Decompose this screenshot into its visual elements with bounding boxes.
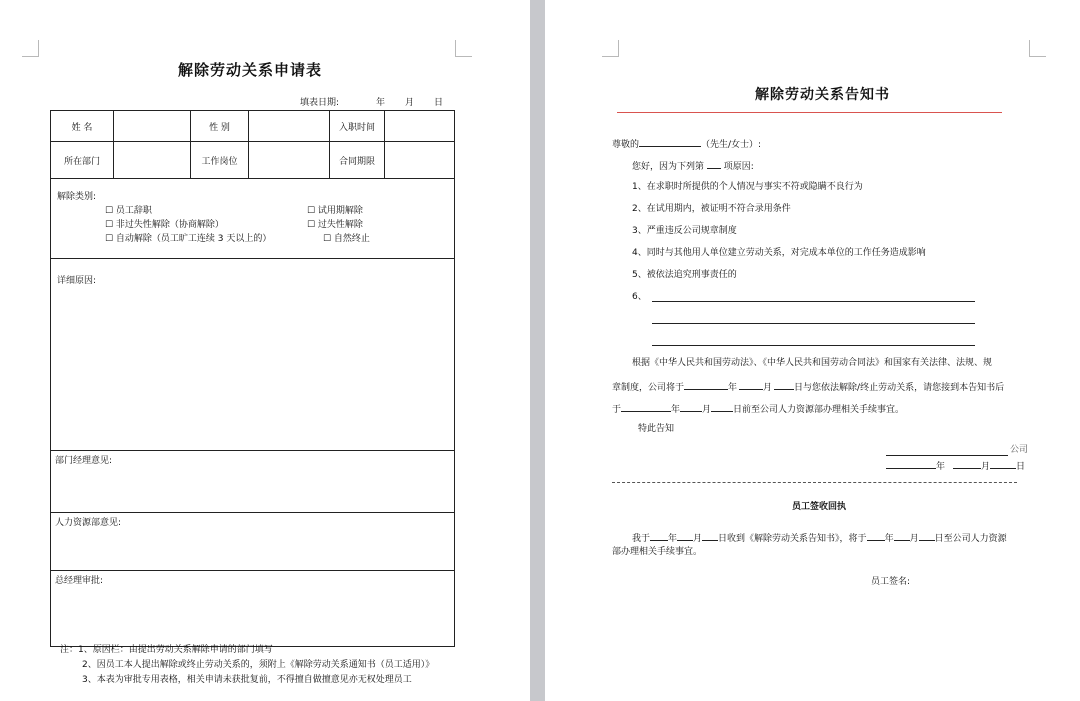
- department-label: 所在部门: [51, 142, 114, 179]
- salutation-suffix: （先生/女士）:: [701, 140, 762, 150]
- reason-item-4: 4、同时与其他用人单位建立劳动关系，对完成本单位的工作任务造成影响: [632, 248, 926, 258]
- receipt-month: 月: [693, 534, 703, 544]
- application-form-page: [0, 0, 530, 701]
- notice-title: 解除劳动关系告知书: [755, 87, 890, 103]
- salutation-prefix: 尊敬的: [612, 140, 640, 150]
- hr-opinion-label: 人力资源部意见:: [55, 518, 122, 528]
- option-natural-end[interactable]: ☐ 自然终止: [323, 234, 370, 244]
- reason-cell[interactable]: [51, 259, 455, 451]
- deadline-month-blank[interactable]: [680, 402, 702, 412]
- end-day-blank[interactable]: [774, 380, 794, 390]
- greeting: [632, 159, 754, 173]
- deadline-day-blank[interactable]: [711, 402, 733, 412]
- note-2: 2、因员工本人提出解除或终止劳动关系的，须附上《解除劳动关系通知书（员工适用）》: [82, 660, 435, 670]
- reason-item-3: 3、严重违反公司规章制度: [632, 226, 737, 236]
- hire-date-field[interactable]: [385, 111, 455, 142]
- option-negotiated[interactable]: ☐ 非过失性解除（协商解除）: [105, 220, 224, 230]
- greeting-prefix: 您好，因为下列第: [632, 162, 705, 172]
- para2-rest: 日与您依法解除/终止劳动关系，请您接到本告知书后: [794, 383, 1005, 393]
- sign-month-blank[interactable]: [953, 459, 981, 469]
- para2-text: 章制度，公司将于: [612, 383, 685, 393]
- receipt-title: 员工签收回执: [792, 502, 847, 512]
- other-reason-line[interactable]: [652, 345, 975, 346]
- dept-manager-label: 部门经理意见:: [55, 456, 113, 466]
- termination-type-cell: [51, 179, 455, 259]
- termination-type-label: 解除类别:: [57, 192, 97, 202]
- page-corner-mark: [1029, 40, 1046, 57]
- dept-manager-cell[interactable]: [51, 451, 455, 513]
- gm-approval-label: 总经理审批:: [55, 576, 104, 586]
- visit-year-blank[interactable]: [867, 531, 885, 541]
- deadline-year-blank[interactable]: [621, 402, 671, 412]
- option-resignation[interactable]: ☐ 员工辞职: [105, 206, 152, 216]
- para3-year: 年: [671, 405, 681, 415]
- legal-basis-line-3: [612, 402, 904, 416]
- sign-year-blank[interactable]: [886, 459, 936, 469]
- name-field[interactable]: [114, 111, 191, 142]
- title-underline: [617, 112, 1002, 113]
- other-reason-line[interactable]: [652, 323, 975, 324]
- tear-line: [612, 482, 1017, 483]
- para3-text: 于: [612, 405, 622, 415]
- salutation: [612, 137, 761, 151]
- receipt-year: 年: [668, 534, 678, 544]
- department-field[interactable]: [114, 142, 191, 179]
- para2-year: 年: [728, 383, 738, 393]
- name-label: 姓 名: [51, 111, 114, 142]
- receipt-line-1: [632, 531, 1007, 545]
- note-3: 3、本表为审批专用表格，相关申请未获批复前，不得擅自做擅意见亦无权处理员工: [82, 675, 412, 685]
- addressee-blank[interactable]: [639, 137, 701, 147]
- receipt-mid: 日收到《解除劳动关系告知书》，将于: [718, 534, 867, 544]
- employee-signature-label: 员工签名:: [871, 577, 911, 587]
- option-absence[interactable]: ☐ 自动解除（员工旷工连续 3 天以上的）: [105, 234, 272, 244]
- option-fault[interactable]: ☐ 过失性解除: [307, 220, 363, 230]
- para3-rest: 日前至公司人力资源部办理相关手续事宜。: [733, 405, 905, 415]
- position-label: 工作岗位: [191, 142, 249, 179]
- option-probation[interactable]: ☐ 试用期解除: [307, 206, 363, 216]
- end-year-blank[interactable]: [684, 380, 728, 390]
- gender-label: 性 别: [191, 111, 249, 142]
- greeting-suffix: 项原因:: [723, 162, 754, 172]
- receive-month-blank[interactable]: [677, 531, 693, 541]
- page-corner-mark: [455, 40, 472, 57]
- notice-closing: 特此告知: [638, 424, 675, 434]
- para3-month: 月: [702, 405, 712, 415]
- end-month-blank[interactable]: [739, 380, 763, 390]
- receipt-year-2: 年: [884, 534, 894, 544]
- form-title: 解除劳动关系申请表: [178, 61, 323, 79]
- fill-date-day: 日: [434, 98, 444, 108]
- page-corner-mark: [602, 40, 619, 57]
- gm-approval-cell[interactable]: [51, 571, 455, 647]
- legal-basis-line-2: [612, 380, 1004, 394]
- sign-date: [886, 459, 1025, 473]
- receipt-rest: 日至公司人力资源: [934, 534, 1007, 544]
- visit-month-blank[interactable]: [894, 531, 910, 541]
- other-reason-line[interactable]: [652, 301, 975, 302]
- reason-item-1: 1、在求职时所提供的个人情况与事实不符或隐瞒不良行为: [632, 182, 863, 192]
- hr-opinion-cell[interactable]: [51, 513, 455, 571]
- receive-day-blank[interactable]: [702, 531, 718, 541]
- contract-term-field[interactable]: [385, 142, 455, 179]
- page-divider: [530, 0, 545, 701]
- hire-date-label: 入职时间: [330, 111, 385, 142]
- fill-date-year: 年: [376, 98, 386, 108]
- para2-month: 月: [763, 383, 773, 393]
- sign-month: 月: [981, 462, 991, 472]
- page-corner-mark: [22, 40, 39, 57]
- fill-date-label: 填表日期:: [300, 98, 340, 108]
- position-field[interactable]: [249, 142, 330, 179]
- reason-item-5: 5、被依法追究刑事责任的: [632, 270, 737, 280]
- reason-item-6: 6、: [632, 292, 647, 302]
- notice-page: [545, 0, 1080, 701]
- receipt-prefix: 我于: [632, 534, 651, 544]
- sign-day-blank[interactable]: [990, 459, 1016, 469]
- receive-year-blank[interactable]: [650, 531, 668, 541]
- reason-item-2: 2、在试用期内，被证明不符合录用条件: [632, 204, 791, 214]
- reason-number-blank[interactable]: [707, 159, 721, 169]
- sign-day: 日: [1016, 462, 1026, 472]
- fill-date-month: 月: [405, 98, 415, 108]
- contract-term-label: 合同期限: [330, 142, 385, 179]
- company-name-line[interactable]: [886, 455, 1008, 456]
- receipt-month-2: 月: [909, 534, 919, 544]
- visit-day-blank[interactable]: [919, 531, 935, 541]
- legal-basis-line-1: 根据《中华人民共和国劳动法》、《中华人民共和国劳动合同法》和国家有关法律、法规、规: [632, 358, 993, 368]
- receipt-line-2: 部办理相关手续事宜。: [612, 547, 703, 557]
- reason-label: 详细原因:: [57, 276, 97, 286]
- application-form-table: [50, 110, 455, 647]
- company-label: 公司: [1010, 445, 1029, 455]
- note-1: 注：1、原因栏：由提出劳动关系解除申请的部门填写: [60, 645, 273, 655]
- sign-year: 年: [936, 462, 946, 472]
- gender-field[interactable]: [249, 111, 330, 142]
